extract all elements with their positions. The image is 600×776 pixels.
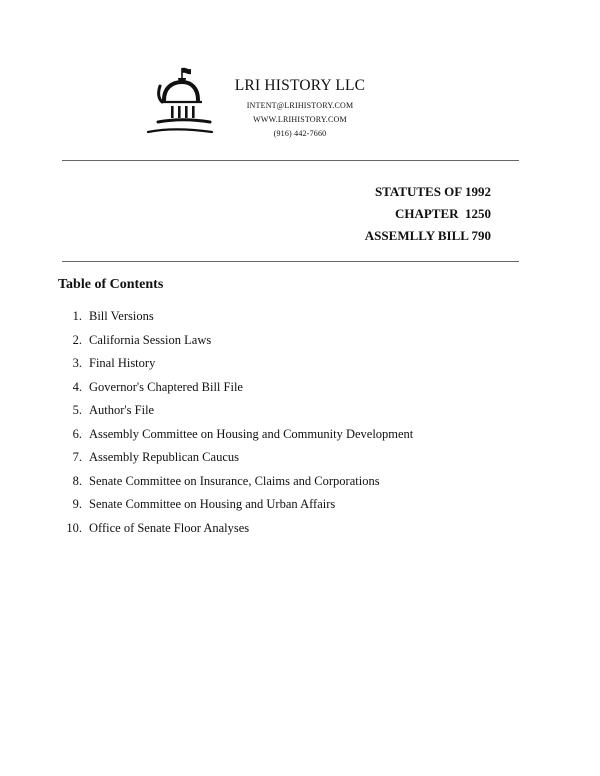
org-email: INTENT@LRIHISTORY.COM (246, 101, 354, 110)
statute-bill: ASSEMLLY BILL 790 (364, 228, 491, 243)
toc-item-number: 1. (72, 309, 82, 323)
toc-item-number: 2. (72, 332, 82, 347)
toc-item-label: Office of Senate Floor Analyses (89, 520, 250, 535)
org-phone: (916) 442-7660 (273, 129, 327, 138)
toc-item-number: 10. (66, 520, 82, 535)
toc-item (58, 378, 413, 402)
toc-item-number: 9. (72, 497, 82, 511)
org-website: WWW.LRIHISTORY.COM (253, 115, 347, 124)
toc-list (58, 307, 413, 542)
toc-item-label: California Session Laws (89, 332, 212, 347)
org-header (232, 76, 368, 141)
toc-item-label: Bill Versions (89, 309, 154, 323)
toc-item-number: 3. (72, 356, 82, 370)
statute-info (365, 181, 491, 247)
top-divider (62, 160, 519, 161)
toc-item (58, 472, 413, 496)
toc-item-number: 6. (72, 426, 82, 441)
toc-item (58, 401, 413, 425)
toc-item-number: 4. (72, 379, 82, 394)
toc-item-number: 7. (72, 450, 82, 464)
toc-item-number: 5. (72, 403, 82, 417)
toc-item-label: Assembly Republican Caucus (89, 450, 239, 464)
toc-item (58, 307, 413, 331)
toc-item (58, 425, 413, 449)
toc-item (58, 448, 413, 472)
statute-chapter: CHAPTER 1250 (394, 206, 491, 221)
toc-item (58, 354, 413, 378)
toc-item-label: Senate Committee on Housing and Urban Affairs (89, 497, 336, 511)
toc-item-label: Senate Committee on Insurance, Claims and Corporations (89, 473, 380, 488)
toc-item-number: 8. (72, 473, 82, 488)
toc-item-label: Governor's Chaptered Bill File (89, 379, 243, 394)
toc-item (58, 495, 413, 519)
toc-title: Table of Contents (58, 277, 164, 292)
statute-year: STATUTES OF 1992 (374, 184, 491, 199)
bottom-divider (62, 261, 519, 262)
capitol-dome-icon (144, 62, 214, 138)
toc-item-label: Assembly Committee on Housing and Community Development (89, 426, 414, 441)
toc-item-label: Final History (89, 356, 156, 370)
toc-item (58, 331, 413, 355)
org-name: LRI HISTORY LLC (234, 77, 366, 94)
toc-item (58, 519, 413, 543)
toc-item-label: Author's File (89, 403, 155, 417)
